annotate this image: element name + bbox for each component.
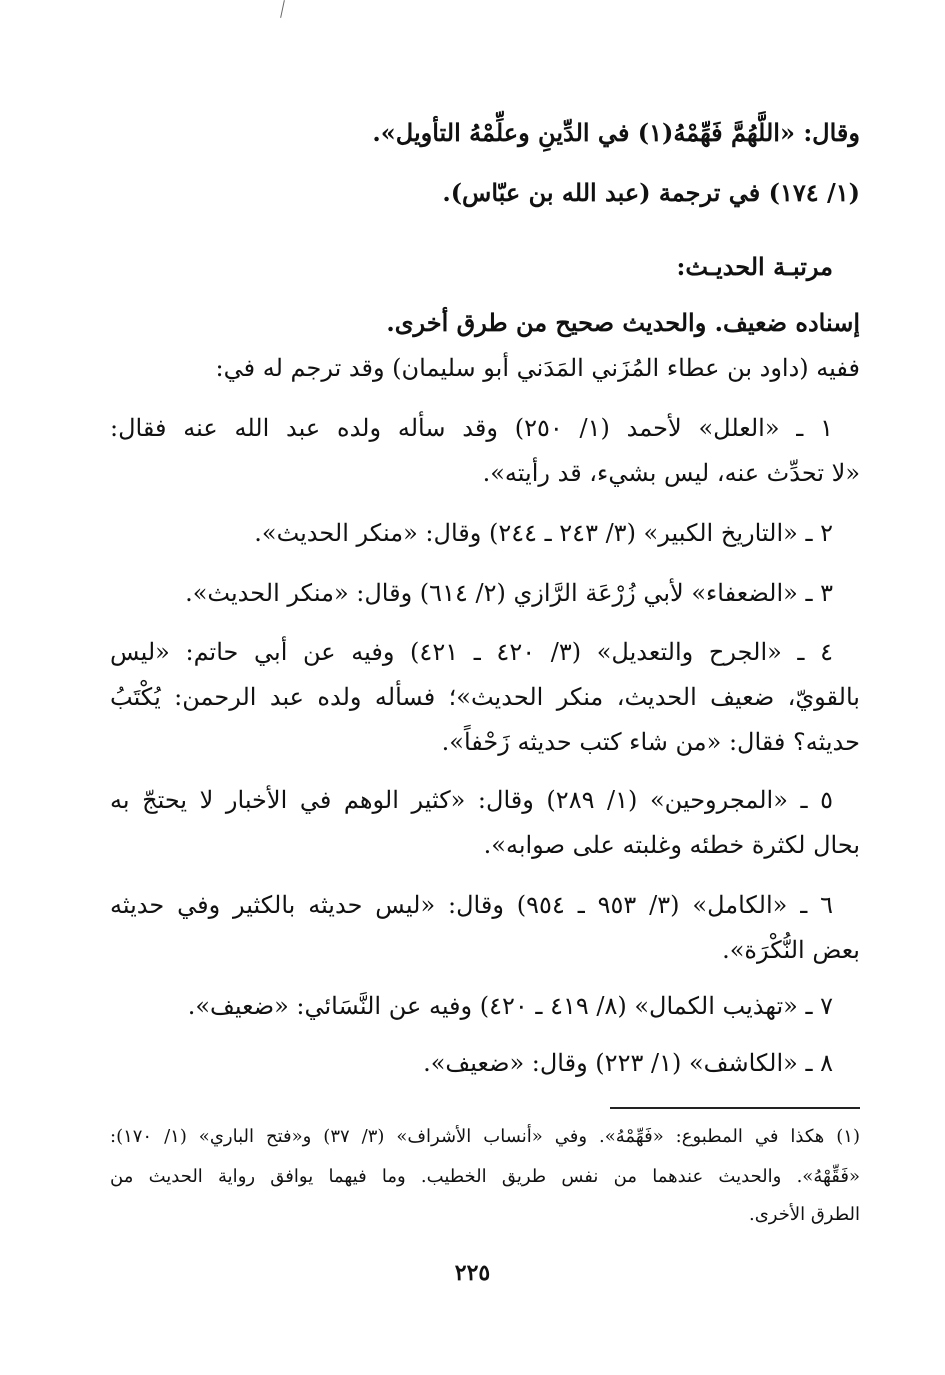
section-heading: مرتبـة الحديـث: [676, 252, 833, 281]
reference-item-4-cont-1: بالقويّ، ضعيف الحديث، منكر الحديث»؛ فسأله ولده عبد الرحمن: يُكْتَبُ [110, 683, 860, 711]
reference-item-2: ٢ ـ «التاريخ الكبير» (٣/ ٢٤٣ ـ ٢٤٤) وقال: «منكر الحديث». [254, 519, 833, 547]
grade-line: إسناده ضعيف. والحديث صحيح من طرق أخرى. [386, 308, 860, 337]
reference-item-8: ٨ ـ «الكاشف» (١/ ٢٢٣) وقال: «ضعيف». [423, 1049, 833, 1077]
reference-item-4: ٤ ـ «الجرح والتعديل» (٣/ ٤٢٠ ـ ٤٢١) وفيه عن أبي حاتم: «ليس [110, 638, 833, 666]
reference-item-1-cont: «لا تحدِّث عنه، ليس بشيء، قد رأيته». [482, 459, 860, 487]
footnote-separator [610, 1107, 860, 1109]
reference-item-5: ٥ ـ «المجروحين» (١/ ٢٨٩) وقال: «كثير الوهم في الأخبار لا يحتجّ به [110, 786, 833, 814]
reference-item-7: ٧ ـ «تهذيب الكمال» (٨/ ٤١٩ ـ ٤٢٠) وفيه عن النَّسَائي: «ضعيف». [187, 992, 833, 1020]
reference-item-1: ١ ـ «العلل» لأحمد (١/ ٢٥٠) وقد سأله ولده عبد الله عنه فقال: [110, 414, 834, 442]
narrator-line: ففيه (داود بن عطاء المُزَني المَدَني أبو سليمان) وقد ترجم له في: [215, 354, 860, 382]
reference-item-6: ٦ ـ «الكامل» (٣/ ٩٥٣ ـ ٩٥٤) وقال: «ليس حديثه بالكثير وفي حديثه [110, 891, 833, 919]
reference-item-5-cont: بحال لكثرة خطئه وغلبته على صوابه». [483, 831, 860, 859]
footnote-line-3: الطرق الأخرى. [748, 1204, 860, 1225]
page-number: ٢٢٥ [454, 1260, 491, 1286]
scan-mark [280, 0, 285, 18]
footnote-line-2: «فَقِّهْهُ». والحديث عندهما من نفس طريق الخطيب. وما فيهما يوافق رواية الحديث من [110, 1166, 860, 1187]
reference-item-4-cont-2: حديثه؟ فقال: «من شاء كتب حديثه زَحْفاً». [441, 728, 860, 756]
reference-item-3: ٣ ـ «الضعفاء» لأبي زُرْعَة الرَّازي (٢/ ٦١٤) وقال: «منكر الحديث». [185, 579, 833, 607]
reference-item-6-cont: بعض النُّكْرَة». [722, 936, 860, 964]
footnote-line-1: (١) هكذا في المطبوع: «فَهِّمْهُ». وفي «أنساب الأشراف» (٣/ ٣٧) و«فتح الباري» (١/ ١٧٠): [110, 1126, 860, 1147]
source-line: (١/ ١٧٤) في ترجمة (عبد الله بن عبّاس). [442, 178, 860, 207]
hadith-text-line: وقال: «اللَّهُمَّ فَهِّمْهُ(١) في الدِّينِ وعلِّمْهُ التأويل». [372, 118, 860, 147]
